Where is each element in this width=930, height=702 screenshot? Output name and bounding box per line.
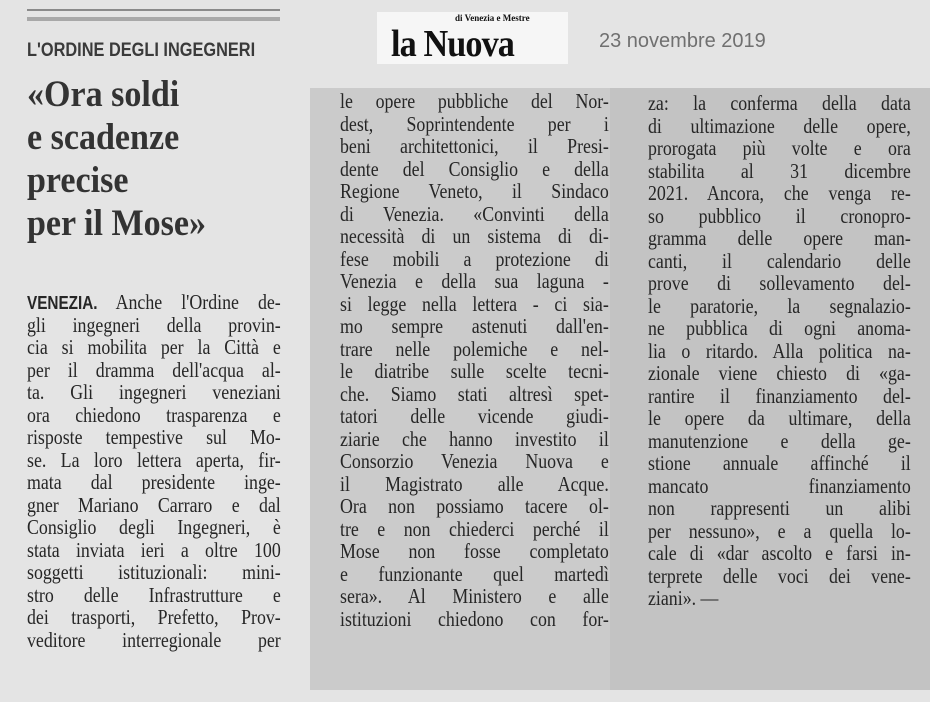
article-line: gramma delle opere man-: [648, 226, 911, 250]
article-line: ta. Gli ingegneri veneziani: [27, 380, 281, 404]
article-line: veditore interregionale per: [27, 627, 281, 652]
article-line: tre e non chiederci perché il: [340, 516, 609, 541]
article-line: di Venezia. «Convinti della: [340, 201, 609, 226]
headline-line: precise: [27, 160, 129, 201]
article-line: manutenzione e della ge-: [648, 428, 911, 453]
article-line: ora chiedono trasparenza e: [27, 402, 281, 427]
logo-subtitle: di Venezia e Mestre: [455, 13, 530, 23]
article-column-2: [340, 90, 608, 630]
article-line: stabilita al 31 dicembre: [648, 158, 911, 183]
article-line: che. Siamo stati altresì spet-: [340, 381, 609, 406]
article-line: non rappresenti un alibi: [648, 496, 911, 520]
article-line: Consiglio degli Ingegneri, è: [27, 515, 281, 539]
article-line: le opere pubbliche del Nor-: [340, 89, 609, 113]
newspaper-logo: [377, 12, 568, 64]
article-text: Anche l'Ordine de-: [115, 290, 281, 314]
article-line: tatori delle vicende giudi-: [340, 404, 609, 428]
article-line: il Magistrato alle Acque.: [340, 471, 609, 496]
article-line: istituzioni chiedono con for-: [340, 606, 609, 631]
article-line: prorogata più volte e ora: [648, 136, 911, 160]
article-line: mo sempre astenuti dall'en-: [340, 314, 609, 338]
article-line: Mose non fosse completato: [340, 539, 609, 563]
article-line: so pubblico il cronopro-: [648, 203, 911, 228]
article-line: per il dramma dell'acqua al-: [27, 357, 281, 382]
article-line: trare nelle polemiche e nel-: [340, 336, 609, 361]
headline-line: per il Mose»: [27, 203, 206, 244]
article-line: si legge nella lettera - ci sia-: [340, 291, 609, 316]
article-line: Venezia e della sua laguna -: [340, 269, 609, 293]
article-line: le paratorie, la segnalazio-: [648, 293, 911, 318]
article-line: stione annuale affinché il: [648, 451, 911, 475]
article-line: ziarie che hanno investito il: [340, 426, 609, 451]
article-line: le diatribe sulle scelte tecni-: [340, 359, 609, 383]
article-line: soggetti istituzionali: mini-: [27, 560, 281, 584]
article-line: fese mobili a protezione di: [340, 246, 609, 271]
article-line: e funzionante quel martedì: [340, 561, 609, 586]
article-line: zionale viene chiesto di «ga-: [648, 361, 911, 385]
headline: [27, 73, 222, 245]
article-line: sera». Al Ministero e alle: [340, 584, 609, 608]
article-line: se. La loro lettera aperta, fir-: [27, 447, 281, 472]
article-line: cia si mobilita per la Città e: [27, 335, 281, 359]
dateline: VENEZIA.: [27, 293, 98, 313]
article-line: prove di sollevamento del-: [648, 271, 911, 295]
article-line: necessità di un sistema di di-: [340, 224, 609, 248]
headline-line: «Ora soldi: [27, 74, 180, 115]
article-line: rantire il finanziamento del-: [648, 383, 911, 408]
article-line: lia o ritardo. Alla politica na-: [648, 338, 911, 363]
article-line: [27, 291, 281, 314]
article-line: gner Mariano Carraro e dal: [27, 492, 281, 517]
article-line: le opere da ultimare, della: [648, 406, 911, 430]
article-line: Consorzio Venezia Nuova e: [340, 449, 609, 473]
article-column-3: [648, 92, 910, 610]
article-line: stro delle Infrastrutture e: [27, 582, 281, 607]
article-line: ne pubblica di ogni anoma-: [648, 316, 911, 340]
headline-line: e scadenze: [27, 117, 180, 158]
article-line: stata inviata ieri a oltre 100: [27, 537, 281, 562]
article-line: dei trasporti, Prefetto, Prov-: [27, 605, 281, 629]
article-line: per nessuno», e a quella lo-: [648, 518, 911, 543]
logo-name: la Nuova: [391, 23, 514, 65]
article-line: risposte tempestive sul Mo-: [27, 425, 281, 449]
article-line: terprete delle voci dei vene-: [648, 563, 911, 588]
article-line: dest, Soprintendente per i: [340, 111, 609, 136]
article-column-1: [27, 291, 280, 651]
article-line: 2021. Ancora, che venga re-: [648, 181, 911, 205]
article-line: za: la conferma della data: [648, 91, 911, 115]
article-line: mata dal presidente inge-: [27, 470, 281, 494]
article-line: beni architettonici, il Presi-: [340, 134, 609, 158]
article-line: cale di «dar ascolto e farsi in-: [648, 541, 911, 565]
article-line: mancato finanziamento: [648, 473, 911, 498]
article-line: gli ingegneri della provin-: [27, 312, 281, 337]
section-kicker: L'ORDINE DEGLI INGEGNERI: [27, 40, 256, 61]
article-line: ziani». —: [648, 586, 719, 610]
article-line: canti, il calendario delle: [648, 248, 911, 273]
article-line: Ora non possiamo tacere ol-: [340, 494, 609, 518]
publication-date: 23 novembre 2019: [599, 30, 766, 52]
article-line: di ultimazione delle opere,: [648, 113, 911, 138]
article-line: dente del Consiglio e della: [340, 156, 609, 181]
article-line: Regione Veneto, il Sindaco: [340, 179, 609, 203]
top-rule: [27, 9, 280, 21]
